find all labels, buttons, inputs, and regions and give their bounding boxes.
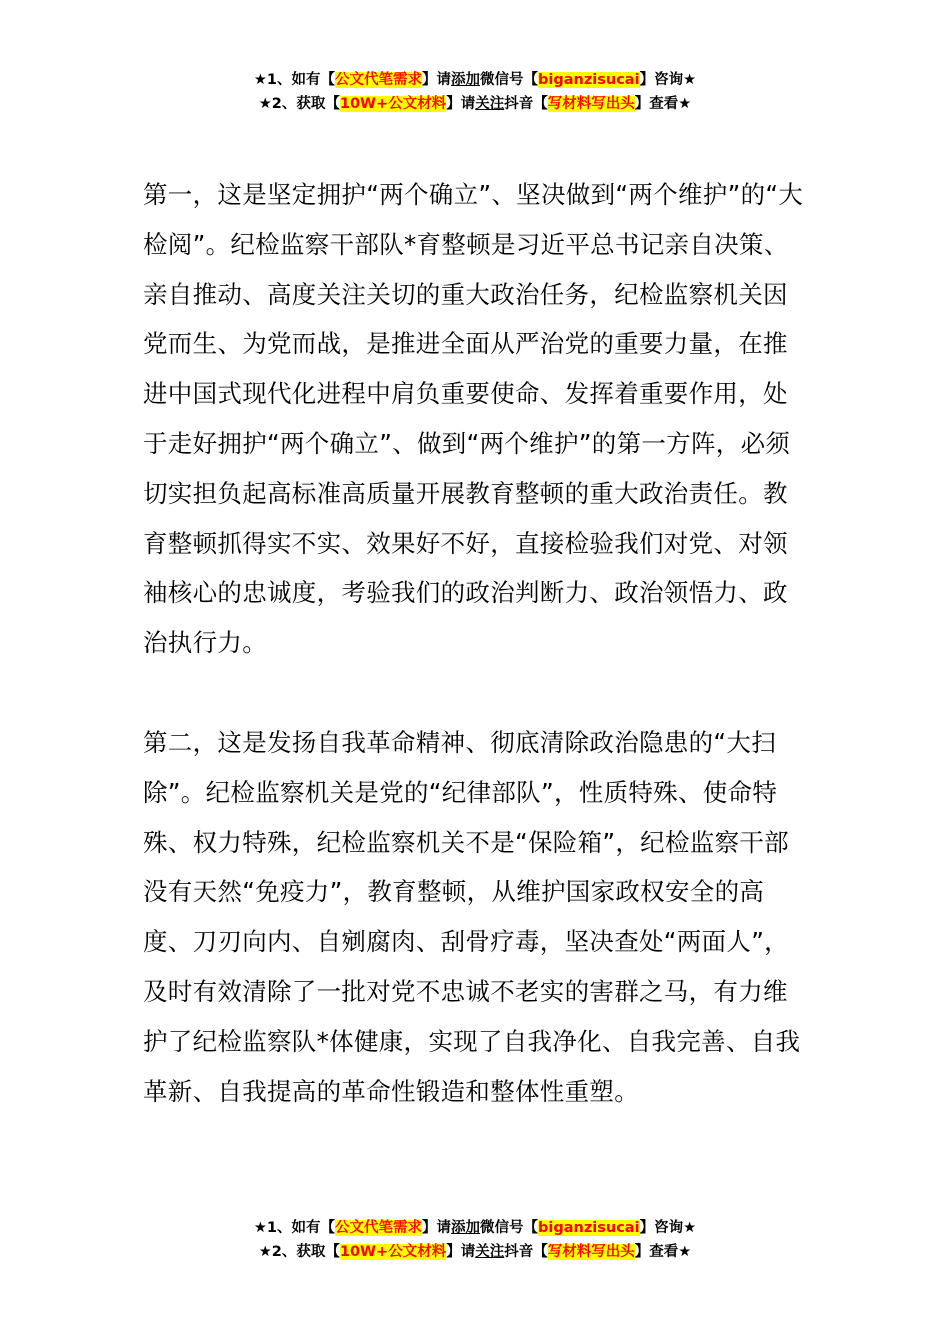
footer-line-1 — [0, 1216, 950, 1240]
header-line-1-text: 】请 — [422, 72, 452, 88]
footer-line-2-text-2: 抖音【 — [504, 1244, 548, 1260]
header-highlight-materials: 10W+公文材料 — [339, 96, 447, 112]
footer-line-1-prefix: ★1、如有【 — [253, 1220, 336, 1236]
header-underlined-follow: 关注 — [475, 96, 505, 112]
footer-highlight-douyin: 写材料写出头 — [547, 1244, 635, 1260]
header-highlight-douyin: 写材料写出头 — [547, 96, 635, 112]
header-line-2-text: 】请 — [446, 96, 476, 112]
header-line-1 — [0, 68, 950, 92]
header-highlight-service: 公文代笔需求 — [335, 72, 423, 88]
paragraph-2: 第二，这是发扬自我革命精神、彻底清除政治隐患的“大扫除”。纪检监察机关是党的“纪律部队”，性质特殊、使命特殊、权力特殊，纪检监察机关不是“保险箱”，纪检监察干部没有天然“免疫力”，教育整顿，从维护国家政权安全的高度、刀刃向内、自剜腐肉、刮骨疗毒，坚决查处“两面人”，及时有效清除了一批对党不忠诚不老实的害群之马，有力维护了纪检监察队*体健康，实现了自我净化、自我完善、自我革新、自我提高的革命性锻造和整体性重塑。 — [143, 728, 801, 1106]
footer-line-2-prefix: ★2、获取【 — [258, 1244, 340, 1260]
footer-highlight-wechat-id: biganzisucai — [538, 1220, 640, 1236]
footer-line-1-suffix: 】咨询★ — [639, 1220, 697, 1236]
header-line-2 — [0, 92, 950, 116]
header-highlight-wechat-id: biganzisucai — [538, 72, 640, 88]
paragraph-1: 第一，这是坚定拥护“两个确立”、坚决做到“两个维护”的“大检阅”。纪检监察干部队*育整顿是习近平总书记亲自决策、亲自推动、高度关注关切的重大政治任务，纪检监察机关因党而生、为党而战，是推进全面从严治党的重要力量，在推进中国式现代化进程中肩负重要使命、发挥着重要作用，处于走好拥护“两个确立”、做到“两个维护”的第一方阵，必须切实担负起高标准高质量开展教育整顿的重大政治责任。教育整顿抓得实不实、效果好不好，直接检验我们对党、对领袖核心的忠诚度，考验我们的政治判断力、政治领悟力、政治执行力。 — [143, 180, 804, 658]
header-line-2-text-2: 抖音【 — [504, 96, 548, 112]
header-line-2-suffix: 】查看★ — [634, 96, 692, 112]
footer-line-1-text-2: 微信号【 — [480, 1220, 539, 1236]
header-line-1-text-2: 微信号【 — [480, 72, 539, 88]
header-banner — [0, 68, 950, 116]
header-line-1-prefix: ★1、如有【 — [253, 72, 336, 88]
footer-banner — [0, 1216, 950, 1264]
header-underlined-add: 添加 — [451, 72, 481, 88]
footer-highlight-service: 公文代笔需求 — [335, 1220, 423, 1236]
header-line-2-prefix: ★2、获取【 — [258, 96, 340, 112]
footer-underlined-add: 添加 — [451, 1220, 481, 1236]
footer-underlined-follow: 关注 — [475, 1244, 505, 1260]
footer-line-2 — [0, 1240, 950, 1264]
footer-line-2-suffix: 】查看★ — [634, 1244, 692, 1260]
footer-line-2-text: 】请 — [446, 1244, 476, 1260]
footer-highlight-materials: 10W+公文材料 — [339, 1244, 447, 1260]
footer-line-1-text: 】请 — [422, 1220, 452, 1236]
header-line-1-suffix: 】咨询★ — [639, 72, 697, 88]
